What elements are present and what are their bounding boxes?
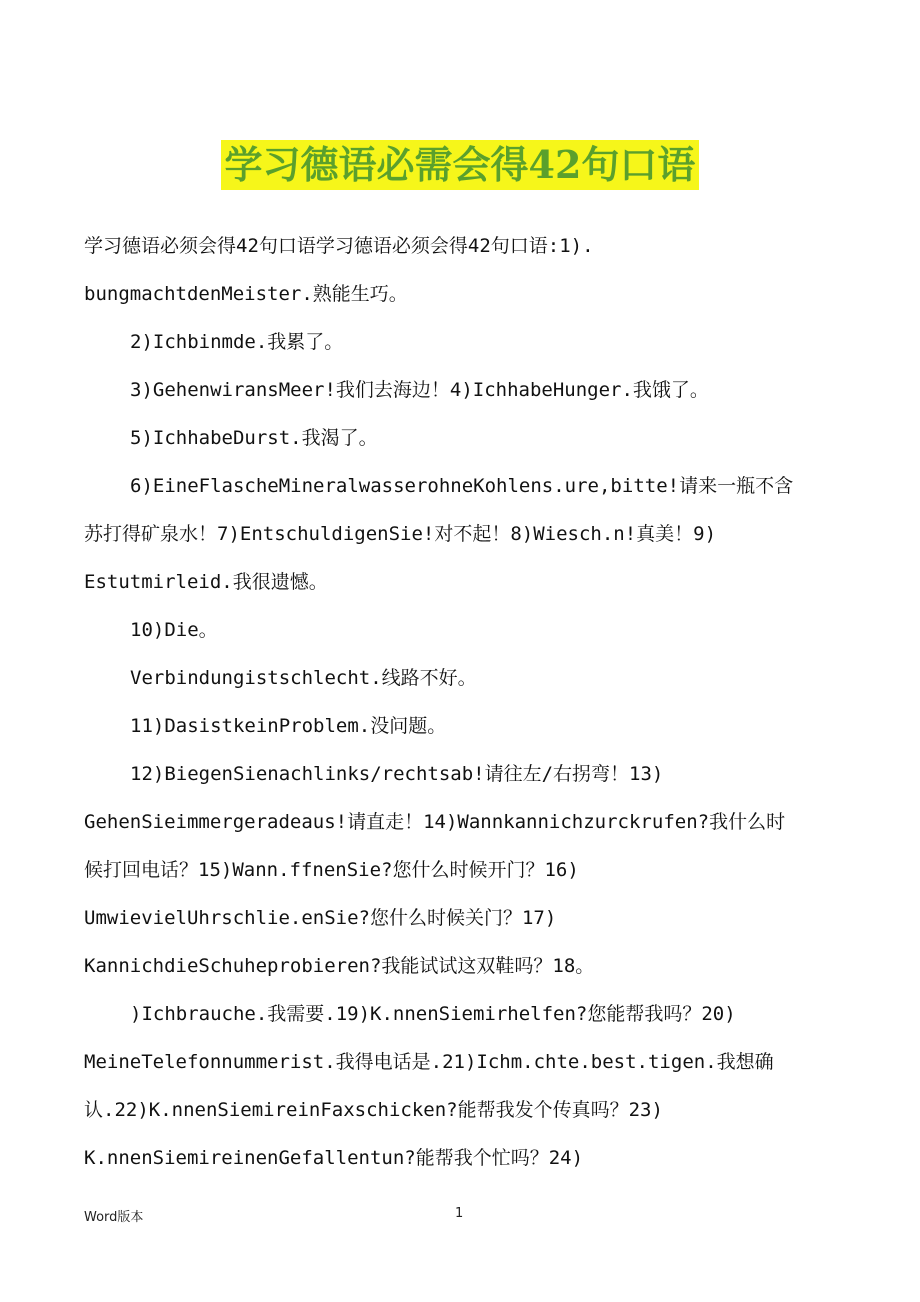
text-line: 12)BiegenSienachlinks/rechtsab!请往左/右拐弯！13) <box>130 763 664 785</box>
document-title: 学习德语必需会得42句口语 <box>221 140 700 190</box>
text-line: MeineTelefonnummerist.我得电话是.21)Ichm.chte.best.tigen.我想确 <box>84 1051 774 1073</box>
text-line: 2)Ichbinmde.我累了。 <box>130 331 344 353</box>
text-line: Estutmirleid.我很遗憾。 <box>84 571 328 593</box>
title-container <box>0 140 920 190</box>
text-line: 认.22)K.nnenSiemireinFaxschicken?能帮我发个传真吗？23) <box>84 1099 663 1121</box>
text-line: 6)EineFlascheMineralwasserohneKohlens.ure,bitte!请来一瓶不含 <box>130 475 794 497</box>
text-line: 5)IchhabeDurst.我渴了。 <box>130 427 378 449</box>
document-body <box>84 222 836 1182</box>
text-line: )Ichbrauche.我需要.19)K.nnenSiemirhelfen?您能帮我吗？20) <box>130 1003 736 1025</box>
text-line: 11)DasistkeinProblem.没问题。 <box>130 715 447 737</box>
text-line: 苏打得矿泉水！7)EntschuldigenSie!对不起！8)Wiesch.n!真美！9) <box>84 523 717 545</box>
text-line: KannichdieSchuheprobieren?我能试试这双鞋吗？18。 <box>84 955 595 977</box>
text-line: UmwievielUhrschlie.enSie?您什么时候关门？17) <box>84 907 557 929</box>
text-line: 10)Die。 <box>130 619 218 641</box>
page-number: 1 <box>455 1206 464 1221</box>
text-line: Verbindungistschlecht.线路不好。 <box>130 667 477 689</box>
footer-label: Word版本 <box>84 1210 144 1225</box>
text-line: GehenSieimmergeradeaus!请直走！14)Wannkannichzurckrufen?我什么时 <box>84 811 786 833</box>
text-line: 学习德语必须会得42句口语学习德语必须会得42句口语:1). <box>84 235 594 257</box>
text-line: 候打回电话？15)Wann.ffnenSie?您什么时候开门？16) <box>84 859 579 881</box>
text-line: bungmachtdenMeister.熟能生巧。 <box>84 283 408 305</box>
text-line: K.nnenSiemireinenGefallentun?能帮我个忙吗？24) <box>84 1147 584 1169</box>
text-line: 3)GehenwiransMeer!我们去海边！4)IchhabeHunger.我饿了。 <box>130 379 709 401</box>
